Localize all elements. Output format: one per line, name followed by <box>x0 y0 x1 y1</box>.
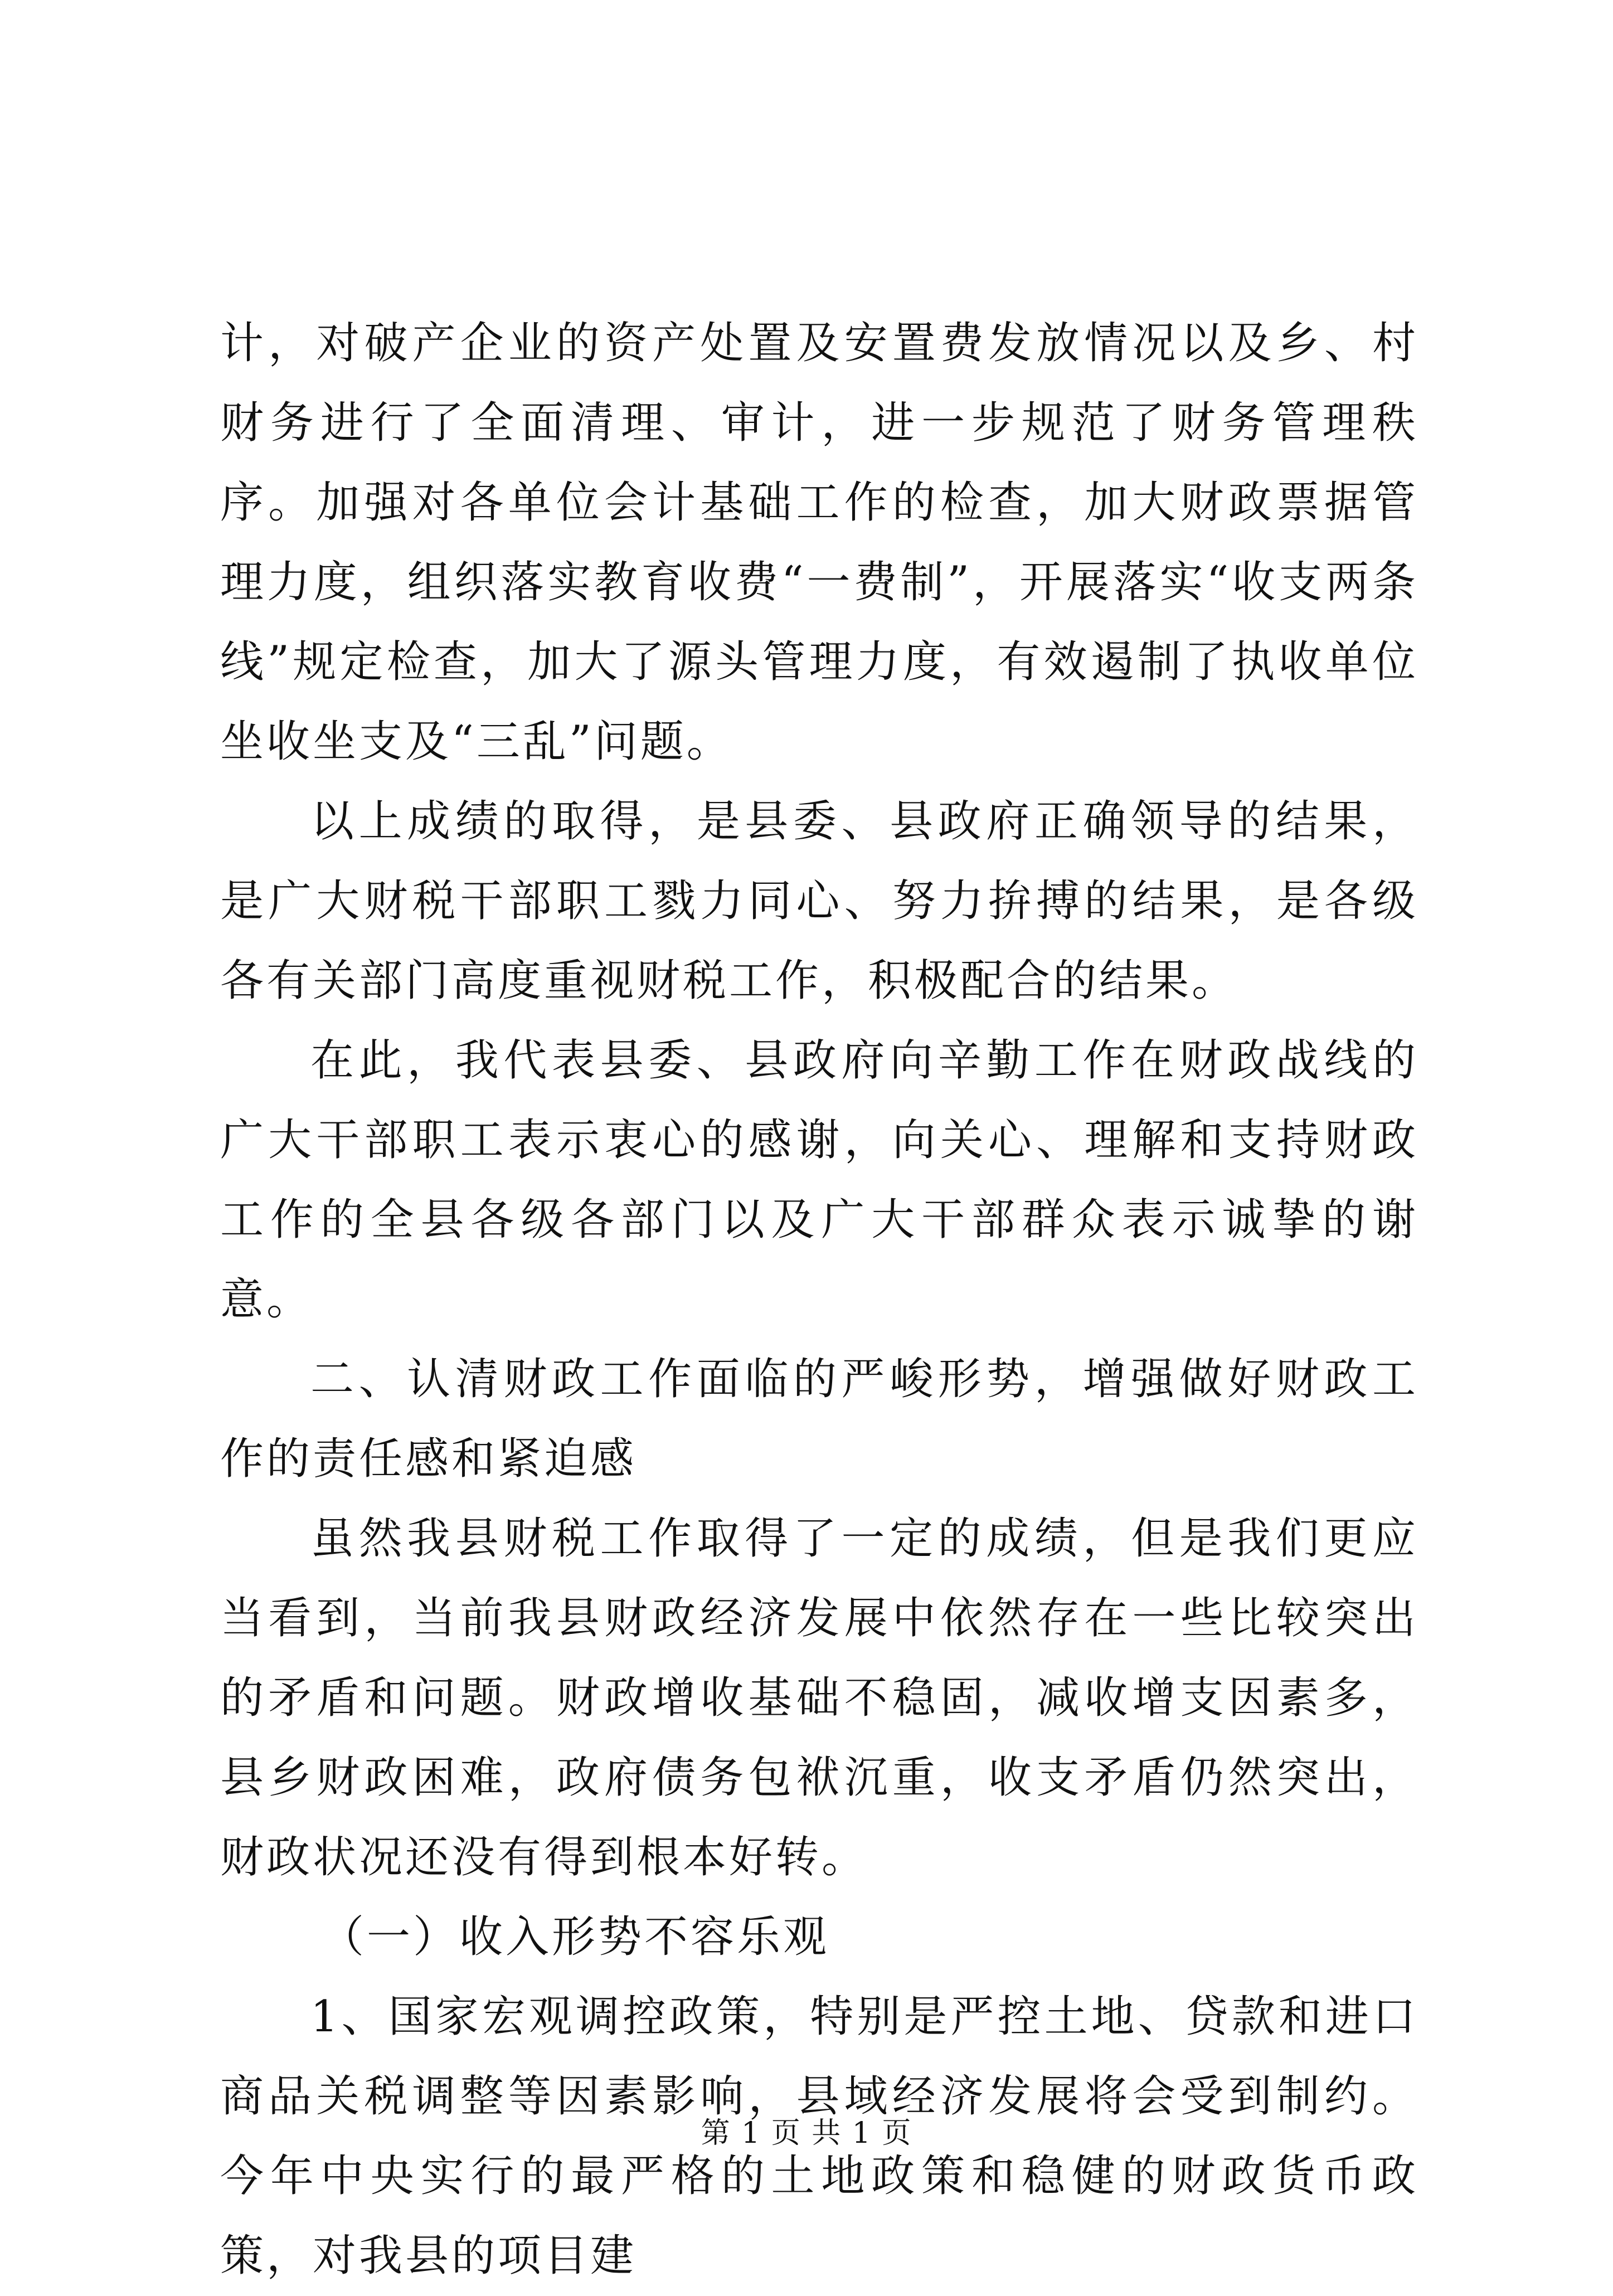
paragraph-thanks: 在此，我代表县委、县政府向辛勤工作在财政战线的广大干部职工表示衷心的感谢，向关心、理解和支持财政工作的全县各级各部门以及广大干部群众表示诚挚的谢意。 <box>220 1035 1418 1325</box>
document-body <box>220 304 1418 2296</box>
paragraph-audit-continuation: 计，对破产企业的资产处置及安置费发放情况以及乡、村财务进行了全面清理、审计，进一步规范了财务管理秩序。加强对各单位会计基础工作的检查，加大财政票据管理力度，组织落实教育收费“一费制”，开展落实“收支两条线”规定检查，加大了源头管理力度，有效遏制了执收单位坐收坐支及“三乱”问题。 <box>220 318 1418 767</box>
subsection-heading-one: （一）收入形势不容乐观 <box>320 1912 830 1962</box>
paragraph-problems: 虽然我县财税工作取得了一定的成绩，但是我们更应当看到，当前我县财政经济发展中依然存在一些比较突出的矛盾和问题。财政增收基础不稳固，减收增支因素多，县乡财政困难，政府债务包袱沉重，收支矛盾仍然突出，财政状况还没有得到根本好转。 <box>220 1514 1418 1882</box>
section-heading-two: 二、认清财政工作面临的严峻形势，增强做好财政工作的责任感和紧迫感 <box>220 1354 1418 1484</box>
paragraph-item-one: 1、国家宏观调控政策，特别是严控土地、贷款和进口商品关税调整等因素影响，县域经济发展将会受到制约。今年中央实行的最严格的土地政策和稳健的财政货币政策，对我县的项目建 <box>220 1992 1418 2281</box>
paragraph-achievements: 以上成绩的取得，是县委、县政府正确领导的结果，是广大财税干部职工戮力同心、努力拚搏的结果，是各级各有关部门高度重视财税工作，积极配合的结果。 <box>220 796 1418 1006</box>
page-number-footer: 第 1 页 共 1 页 <box>701 2117 912 2150</box>
